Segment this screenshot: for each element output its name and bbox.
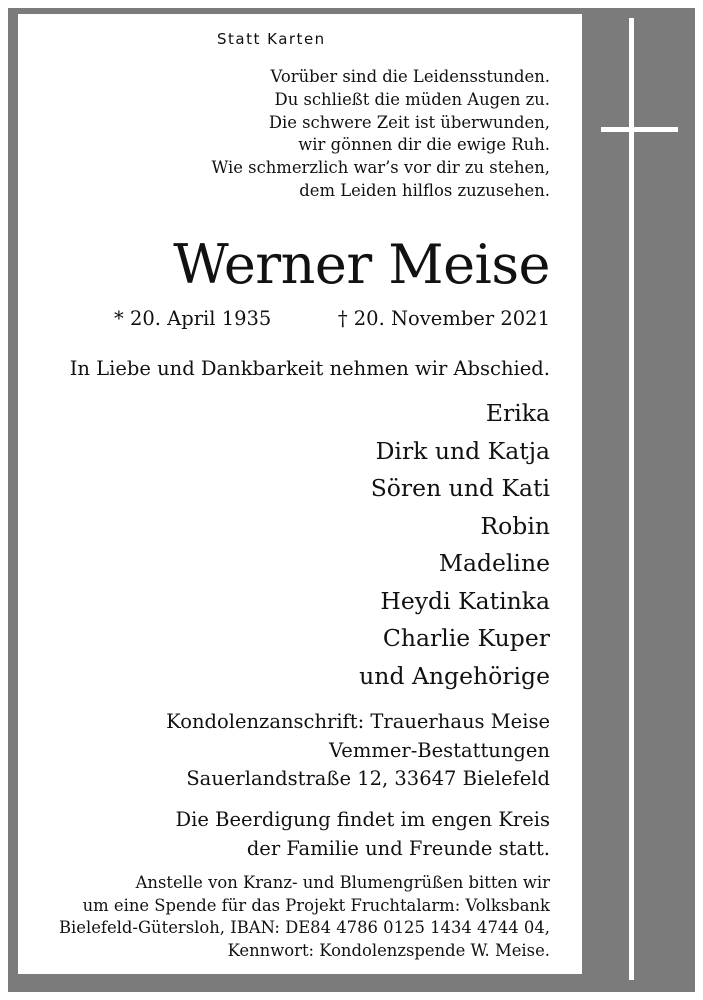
poem-line: dem Leiden hilflos zuzusehen. [299,180,550,200]
death-date: † 20. November 2021 [337,307,550,330]
mourner: Sören und Kati [370,474,550,502]
poem-line: Vorüber sind die Leidensstunden. [270,67,550,86]
condolence-address [166,708,550,794]
burial-line: Die Beerdigung findet im engen Kreis [175,808,550,831]
condolence-line: Kondolenzanschrift: Trauerhaus Meise [166,710,550,733]
cross-vertical-bar [629,18,634,980]
donation-line: Anstelle von Kranz- und Blumengrüßen bitten wir [135,873,550,892]
burial-line: der Familie und Freunde statt. [246,836,550,860]
notice-header: Statt Karten [217,30,326,48]
donation-line: Bielefeld-Gütersloh, IBAN: DE84 4786 0125 1434 4744 04, [58,918,550,937]
donation-line: Kennwort: Kondolenzspende W. Meise. [227,940,550,960]
mourner: Robin [480,511,550,540]
poem-line: Wie schmerzlich war’s vor dir zu stehen, [211,158,550,178]
donation-info [59,872,550,962]
birth-date: * 20. April 1935 [114,307,272,330]
condolence-line: Vemmer-Bestattungen [329,738,550,762]
mourner: Madeline [438,549,550,577]
burial-info [176,806,550,863]
mourner: und Angehörige [359,661,550,690]
mourner: Erika [485,399,550,427]
mourner: Charlie Kuper [382,624,550,652]
mourner: Dirk und Katja [375,436,550,465]
poem-line: wir gönnen dir die ewige Ruh. [298,135,550,155]
condolence-line: Sauerlandstraße 12, 33647 Bielefeld [186,767,550,790]
mourner: Heydi Katinka [380,586,550,615]
poem [211,66,550,203]
poem-line: Die schwere Zeit ist überwunden, [268,112,550,132]
donation-line: um eine Spende für das Projekt Fruchtalarm: Volksbank [82,895,550,915]
deceased-name: Werner Meise [173,233,550,296]
mourners-list [359,395,550,695]
farewell-text: In Liebe und Dankbarkeit nehmen wir Abschied. [69,357,550,380]
poem-line: Du schließt die müden Augen zu. [274,89,550,109]
cross-horizontal-bar [601,127,678,132]
